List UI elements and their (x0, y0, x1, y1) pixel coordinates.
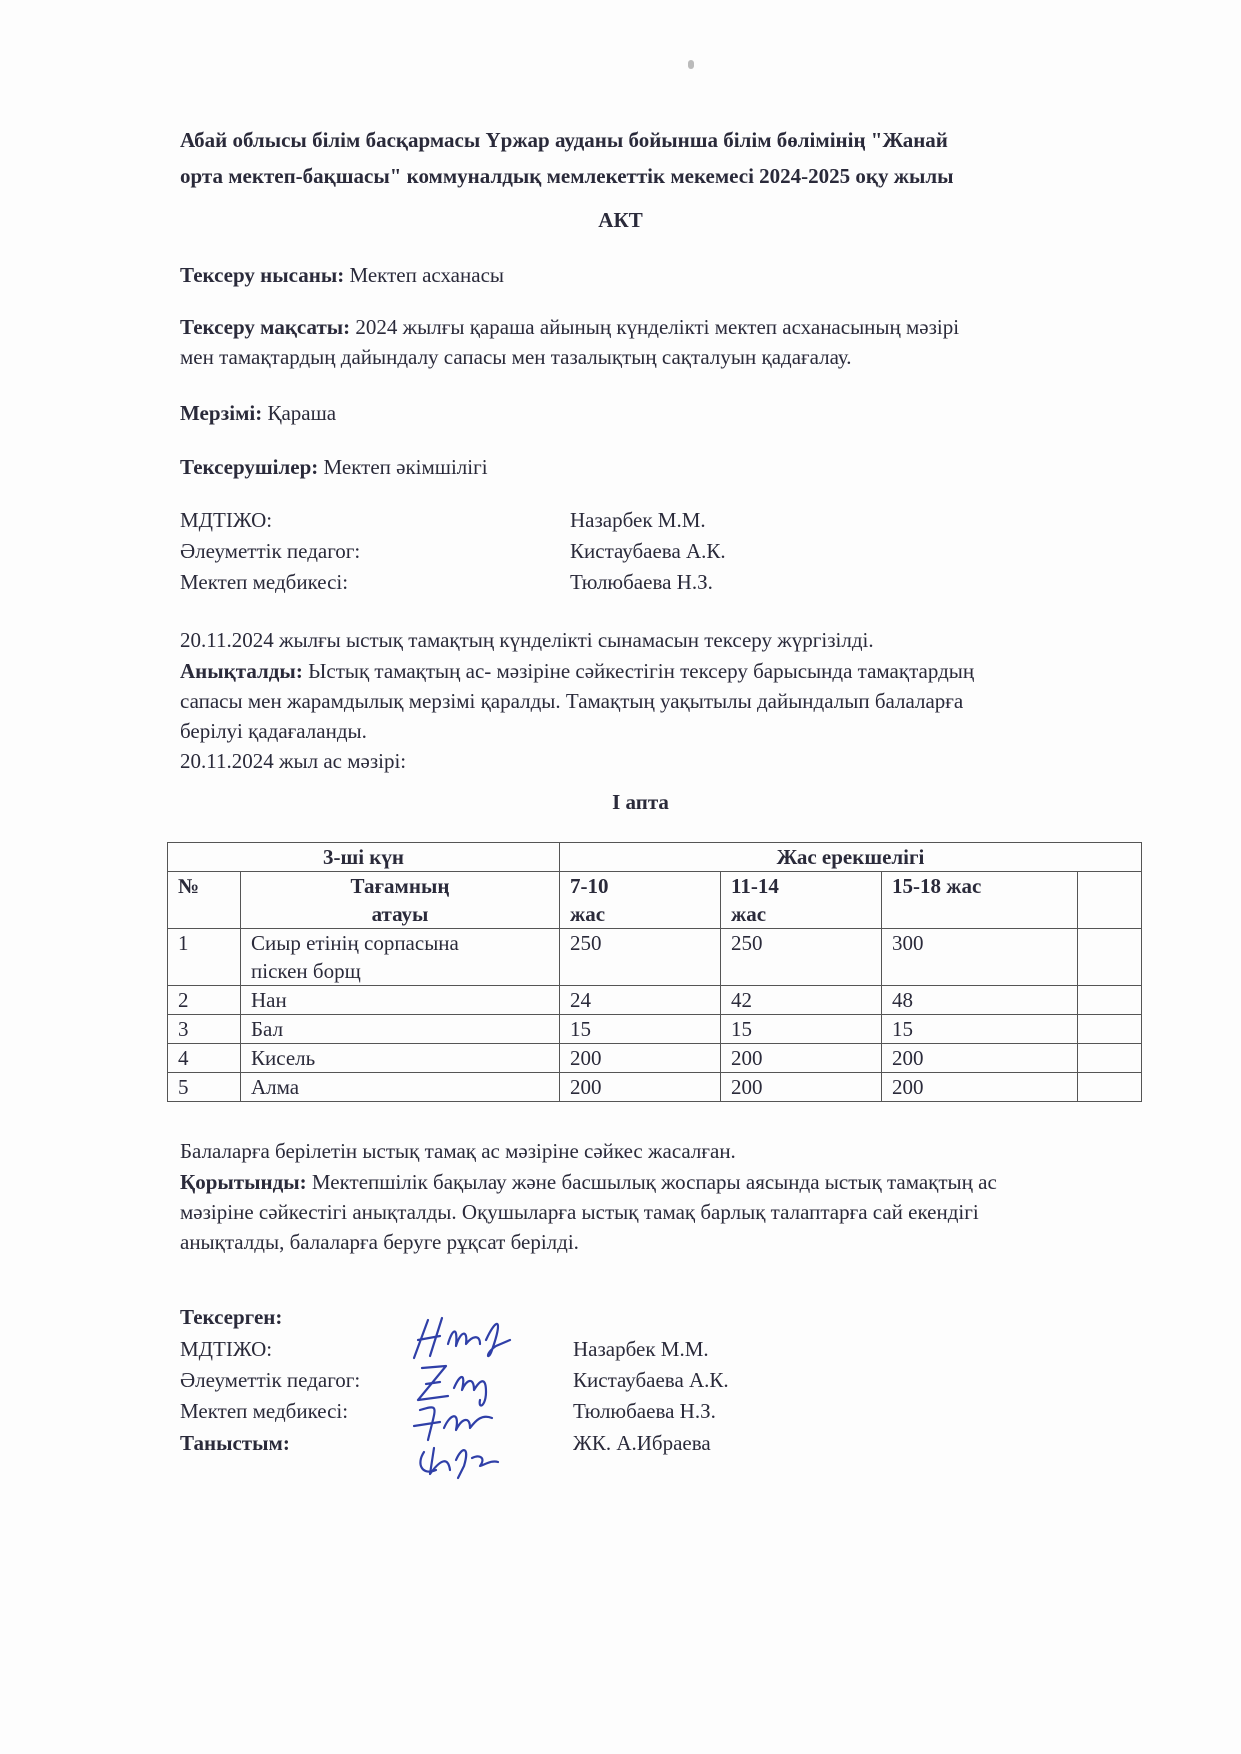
conclusion-line-2: мәзіріне сәйкестігі анықталды. Оқушыларға ыстық тамақ барлық талаптарға сай екендігі (180, 1200, 979, 1224)
inspectors-label: Тексерушілер: (180, 455, 319, 479)
row-name-1: Сиыр етінің сорпасына (251, 931, 459, 955)
row-no: 5 (168, 1073, 241, 1102)
row-name (241, 929, 560, 986)
staff-name-1: Назарбек М.М. (570, 508, 706, 532)
conclusion-paragraph (180, 1167, 1140, 1257)
row-no: 4 (168, 1044, 241, 1073)
row-age1: 24 (560, 986, 721, 1015)
col-name-header (241, 872, 560, 929)
checked-label: Тексерген: (180, 1305, 283, 1329)
found-line-3: берілуі қадағаланды. (180, 719, 367, 743)
row-empty (1078, 1015, 1142, 1044)
row-no: 2 (168, 986, 241, 1015)
menu-date: 20.11.2024 жыл ас мәзірі: (180, 749, 407, 773)
table-row (168, 986, 1142, 1015)
found-line-1 (180, 656, 974, 686)
conclusion-intro: Балаларға берілетін ыстық тамақ ас мәзіріне сәйкес жасалған. (180, 1139, 736, 1163)
col-age2-header-2: жас (731, 902, 767, 926)
row-age2: 15 (721, 1015, 882, 1044)
row-empty (1078, 986, 1142, 1015)
row-name: Кисель (241, 1044, 560, 1073)
header-line-2: орта мектеп-бақшасы" коммуналдық мемлекеттік мекемесі 2024-2025 оқу жылы (180, 164, 954, 188)
inspection-object-value: Мектеп асханасы (344, 263, 504, 287)
found-text-1: Ыстық тамақтың ас- мәзіріне сәйкестігін тексеру барысында тамақтардың (302, 659, 975, 683)
table-row (168, 1015, 1142, 1044)
conclusion-line-3: анықталды, балаларға беруге рұқсат берілді. (180, 1230, 579, 1254)
row-name-2: піскен борщ (251, 959, 361, 983)
inspectors (180, 452, 488, 482)
checked-name-1: Назарбек М.М. (573, 1337, 709, 1361)
row-empty (1078, 929, 1142, 986)
term-value: Қараша (262, 401, 337, 425)
table-row (168, 929, 1142, 986)
document-header (180, 122, 1120, 194)
col-age2-header-1: 11-14 (731, 874, 779, 898)
inspectors-value: Мектеп әкімшілігі (318, 455, 488, 479)
checked-name-3: Тюлюбаева Н.З. (573, 1399, 716, 1423)
row-empty (1078, 1044, 1142, 1073)
term-label: Мерзімі: (180, 401, 263, 425)
row-age2: 250 (721, 929, 882, 986)
staff-role-2: Әлеуметтік педагог: (180, 539, 361, 563)
inspection-purpose-value-1: 2024 жылғы қараша айының күнделікті мектеп асханасының мәзірі (350, 315, 960, 339)
row-age1: 15 (560, 1015, 721, 1044)
week-label: I апта (612, 790, 669, 814)
row-no: 1 (168, 929, 241, 986)
table-header-row-2 (168, 872, 1142, 929)
ack-name: ЖК. А.Ибраева (573, 1431, 711, 1455)
row-empty (1078, 1073, 1142, 1102)
row-age3: 300 (882, 929, 1078, 986)
checked-name-2: Кистаубаева А.К. (573, 1368, 729, 1392)
staff-name-2: Кистаубаева А.К. (570, 539, 726, 563)
col-empty-header (1078, 872, 1142, 929)
handwritten-signatures (400, 1310, 540, 1480)
conclusion-text-1: Мектепшілік бақылау және басшылық жоспары аясында ыстық тамақтың ас (306, 1170, 997, 1194)
menu-table (167, 842, 1142, 1102)
inspection-purpose-value-2: мен тамақтардың дайындалу сапасы мен тазалықтың сақталуын қадағалау. (180, 345, 852, 369)
table-row (168, 1044, 1142, 1073)
inspection-object-label: Тексеру нысаны: (180, 263, 345, 287)
scan-speck (688, 60, 694, 69)
row-name: Нан (241, 986, 560, 1015)
staff-role-1: МДТІЖО: (180, 508, 273, 532)
staff-name-3: Тюлюбаева Н.З. (570, 570, 713, 594)
checked-role-2: Әлеуметтік педагог: (180, 1368, 361, 1392)
row-age3: 15 (882, 1015, 1078, 1044)
table-row (168, 1073, 1142, 1102)
inspection-purpose-line-1 (180, 312, 959, 342)
row-name: Алма (241, 1073, 560, 1102)
ack-label: Таныстым: (180, 1431, 290, 1455)
row-age2: 200 (721, 1073, 882, 1102)
found-line-2: сапасы мен жарамдылық мерзімі қаралды. Тамақтың уақытылы дайындалып балаларға (180, 689, 964, 713)
header-line-1: Абай облысы білім басқармасы Үржар ауданы бойынша білім бөлімінің "Жанай (180, 128, 948, 152)
col-no-header: № (168, 872, 241, 929)
row-age1: 250 (560, 929, 721, 986)
checked-role-1: МДТІЖО: (180, 1337, 273, 1361)
row-age1: 200 (560, 1044, 721, 1073)
staff-role-3: Мектеп медбикесі: (180, 570, 349, 594)
row-age1: 200 (560, 1073, 721, 1102)
age-group-header: Жас ерекшелігі (560, 843, 1142, 872)
col-age2-header (721, 872, 882, 929)
inspection-purpose-label: Тексеру мақсаты: (180, 315, 351, 339)
col-age3-header: 15-18 жас (882, 872, 1078, 929)
found-label: Анықталды: (180, 659, 303, 683)
row-age3: 200 (882, 1044, 1078, 1073)
col-name-header-1: Тағамның (350, 874, 450, 898)
inspection-term (180, 398, 336, 428)
row-age2: 200 (721, 1044, 882, 1073)
check-line: 20.11.2024 жылғы ыстық тамақтың күнделікті сынамасын тексеру жүргізілді. (180, 628, 874, 652)
col-age1-header-2: жас (570, 902, 606, 926)
conclusion-line-1 (180, 1167, 1140, 1197)
row-no: 3 (168, 1015, 241, 1044)
row-age3: 200 (882, 1073, 1078, 1102)
row-age3: 48 (882, 986, 1078, 1015)
table-header-row-1 (168, 843, 1142, 872)
col-age1-header (560, 872, 721, 929)
inspection-object (180, 260, 504, 290)
row-age2: 42 (721, 986, 882, 1015)
checked-role-3: Мектеп медбикесі: (180, 1399, 349, 1423)
col-name-header-2: атауы (371, 902, 429, 926)
col-age1-header-1: 7-10 (570, 874, 609, 898)
document-title: АКТ (598, 208, 643, 232)
conclusion-label: Қорытынды: (180, 1170, 307, 1194)
row-name: Бал (241, 1015, 560, 1044)
day-header: 3-ші күн (168, 843, 560, 872)
